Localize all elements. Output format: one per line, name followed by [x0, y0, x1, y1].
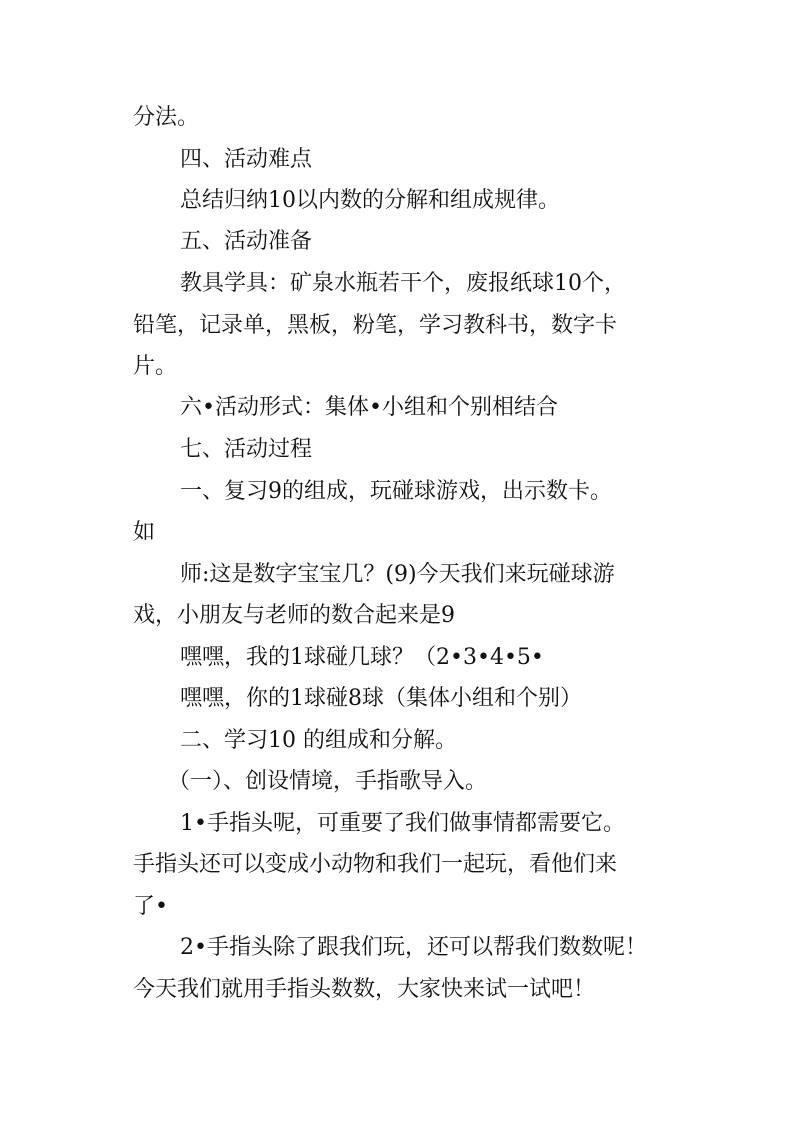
text-line: 1•手指头呢，可重要了我们做事情都需要它。	[180, 811, 625, 836]
section-heading: 七、活动过程	[180, 437, 313, 462]
text-line: 总结归纳10以内数的分解和组成规律。	[180, 188, 560, 213]
text-line: 六•活动形式：集体•小组和个别相结合	[180, 395, 558, 420]
text-line: 嘿嘿，你的1球碰8球（集体小组和个别）	[180, 686, 582, 711]
text-line: 如	[133, 520, 156, 545]
text-line: 手指头还可以变成小动物和我们一起玩，看他们来	[133, 852, 618, 877]
subsection-heading: （一）、创设情境，手指歌导入。	[168, 769, 488, 794]
text-line: 教具学具：矿泉水瓶若干个，废报纸球10个，	[180, 271, 626, 296]
text-line: 片。	[133, 354, 178, 379]
text-line: 了•	[133, 894, 168, 919]
text-line: 一、复习9的组成，玩碰球游戏，出示数卡。	[180, 479, 612, 504]
text-line: 分法。	[133, 105, 200, 130]
text-line: 嘿嘿，我的1球碰几球？（2•3•4•5•	[180, 645, 544, 670]
text-line: 铅笔，记录单，黑板，粉笔，学习教科书，数字卡	[133, 313, 618, 338]
text-line: 师:这是数字宝宝几？(9)今天我们来玩碰球游	[180, 562, 615, 587]
section-heading: 五、活动准备	[180, 229, 313, 254]
text-line: 今天我们就用手指头数数，大家快来试一试吧！	[133, 977, 596, 1002]
text-line: 2•手指头除了跟我们玩，还可以帮我们数数呢！	[180, 935, 647, 960]
section-heading: 四、活动难点	[180, 147, 313, 172]
text-line: 戏，小朋友与老师的数合起来是9	[133, 603, 455, 628]
section-heading: 二、学习10 的组成和分解。	[180, 728, 457, 753]
